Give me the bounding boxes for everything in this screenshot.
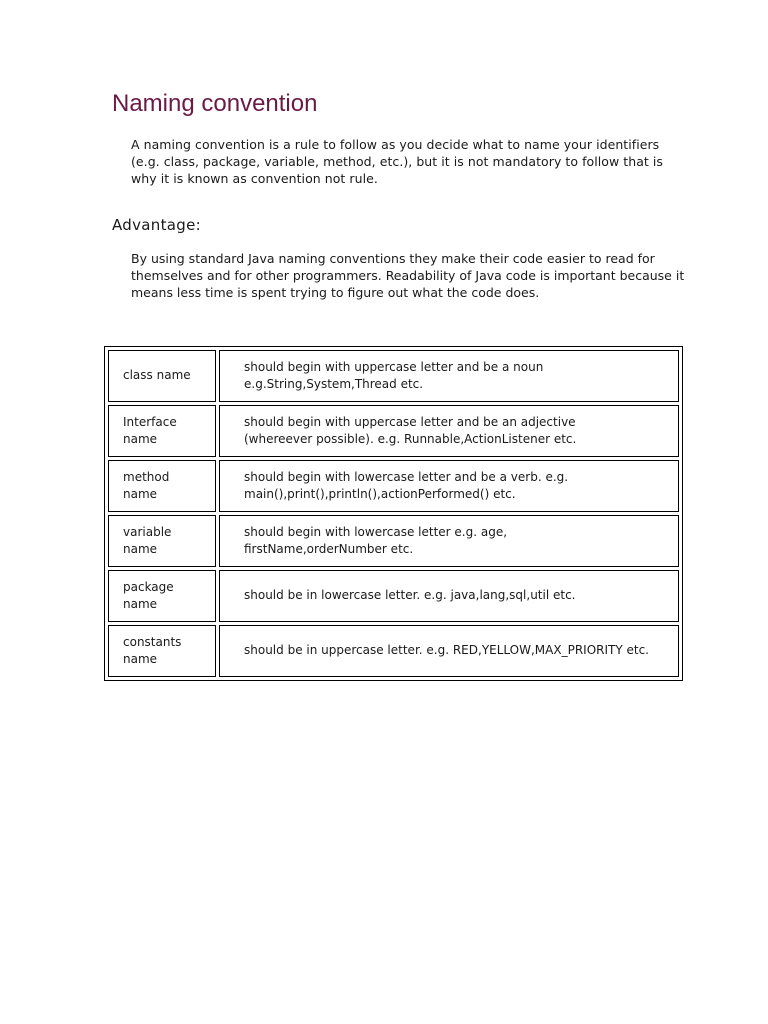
convention-name-cell xyxy=(108,625,216,677)
convention-description: should begin with uppercase letter and be a noun e.g.String,System,Thread etc. xyxy=(244,359,544,391)
convention-name: class name xyxy=(123,368,191,383)
convention-description: should begin with uppercase letter and be an adjective (whereever possible). e.g. Runnable,ActionListener etc. xyxy=(244,414,577,446)
naming-convention-table xyxy=(104,346,683,681)
advantage-paragraph: By using standard Java naming conventions they make their code easier to read for themselves and for other programmers. Readability of Java code is important because it means less time is spent trying to figure out what the code does. xyxy=(131,251,685,300)
convention-description-cell xyxy=(219,515,679,567)
convention-description-cell xyxy=(219,350,679,402)
table-row xyxy=(108,515,679,567)
table-row xyxy=(108,625,679,677)
intro-paragraph: A naming convention is a rule to follow as you decide what to name your identifiers (e.g. class, package, variable, method, etc.), but it is not mandatory to follow that is why it is known as convention not rule. xyxy=(131,137,663,186)
convention-description-cell xyxy=(219,460,679,512)
convention-description: should begin with lowercase letter e.g. age, firstName,orderNumber etc. xyxy=(244,524,508,556)
convention-name: variable name xyxy=(123,524,172,556)
convention-name-cell xyxy=(108,570,216,622)
convention-description-cell xyxy=(219,405,679,457)
convention-description: should be in lowercase letter. e.g. java,lang,sql,util etc. xyxy=(244,588,576,603)
convention-description-cell xyxy=(219,625,679,677)
table-row xyxy=(108,460,679,512)
convention-name: package name xyxy=(123,579,174,611)
advantage-heading: Advantage: xyxy=(112,216,201,234)
convention-name-cell xyxy=(108,460,216,512)
convention-name-cell xyxy=(108,405,216,457)
table-row xyxy=(108,350,679,402)
page-title: Naming convention xyxy=(112,90,318,117)
convention-name: method name xyxy=(123,469,170,501)
table-row xyxy=(108,570,679,622)
table-row xyxy=(108,405,679,457)
convention-description: should begin with lowercase letter and be a verb. e.g. main(),print(),println(),actionPerformed() etc. xyxy=(244,469,569,501)
convention-description-cell xyxy=(219,570,679,622)
convention-name-cell xyxy=(108,515,216,567)
convention-name: Interface name xyxy=(123,414,177,446)
convention-name-cell xyxy=(108,350,216,402)
convention-description: should be in uppercase letter. e.g. RED,YELLOW,MAX_PRIORITY etc. xyxy=(244,643,649,658)
convention-name: constants name xyxy=(123,634,182,666)
